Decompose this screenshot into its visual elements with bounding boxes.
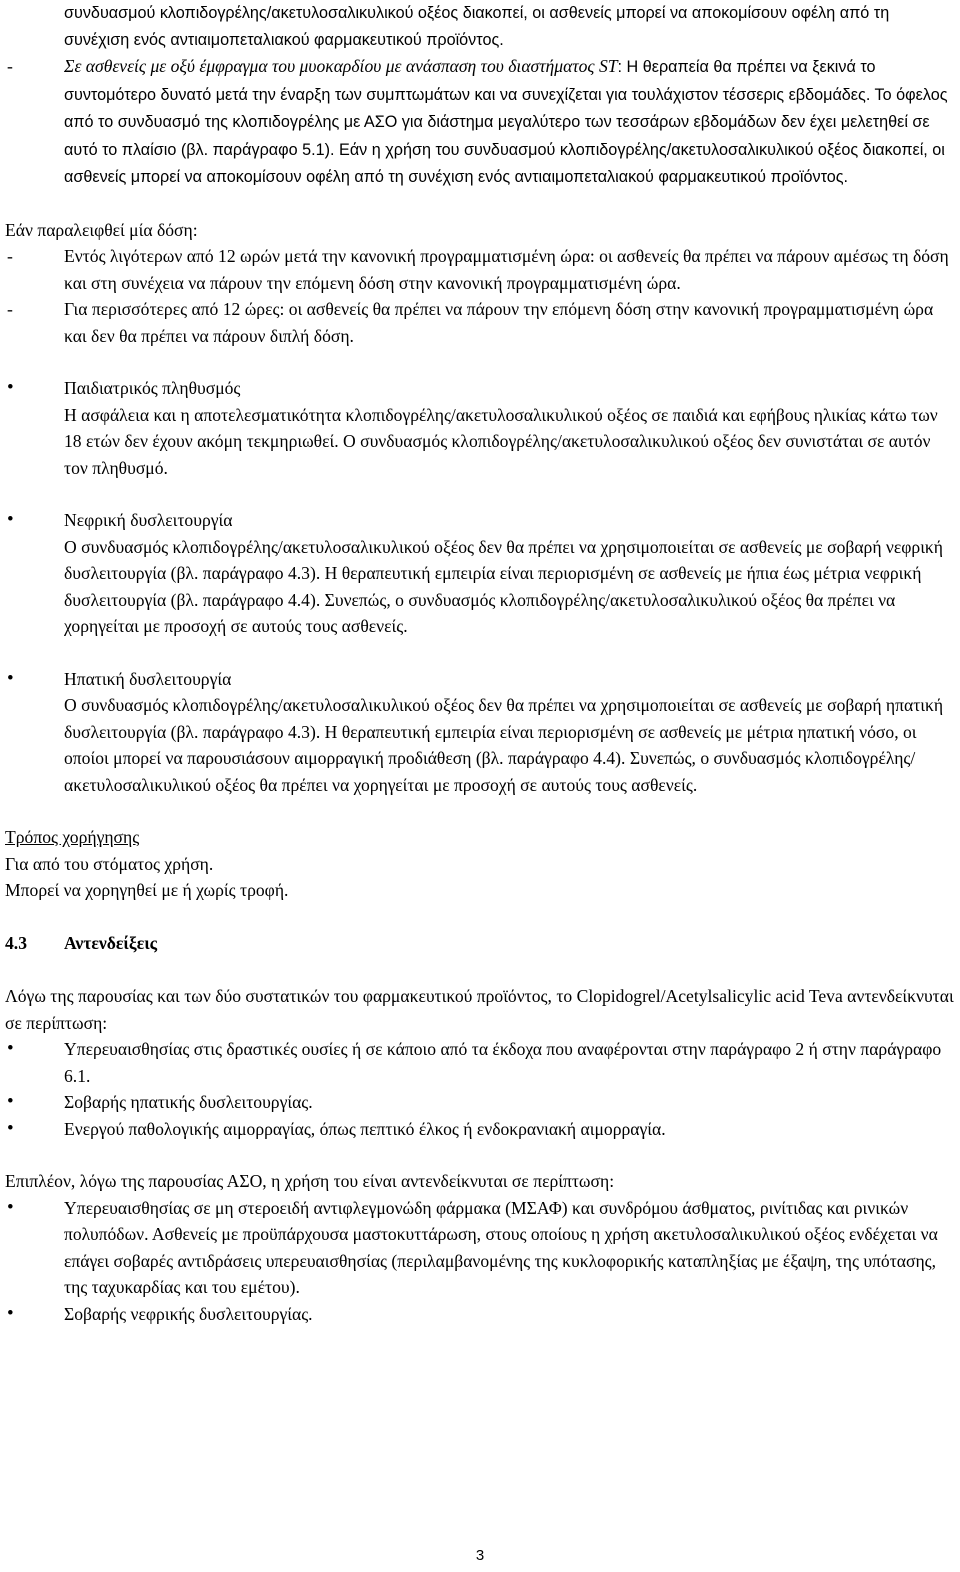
section-heading xyxy=(5,930,957,957)
missed-dose-item-2: - Για περισσότερες από 12 ώρες: οι ασθενείς θα πρέπει να πάρουν την επόμενη δόση στην κανονική προγραμματισμένη ώρα και δεν θα πρέπει να πάρουν διπλή δόση. xyxy=(5,296,957,349)
aso-intro: Επιπλέον, λόγω της παρουσίας ΑΣΟ, η χρήση του είναι αντενδείκνυται σε περίπτωση: xyxy=(5,1171,615,1191)
hepatic-title: • Ηπατική δυσλειτουργία xyxy=(64,668,232,689)
renal-text: Ο συνδυασμός κλοπιδογρέλης/ακετυλοσαλικυλικού οξέος δεν θα πρέπει να χρησιμοποιείται σε ασθενείς με σοβαρή νεφρική δυσλειτουργία (βλ. παράγραφο 4.3). Η θεραπευτική εμπειρία είναι περιορισμένη σε ασθενείς με ήπια έως μέτρια νεφρική δυσλειτουργία (βλ. παράγραφο 4.4). Συνεπώς, ο συνδυασμός κλοπιδογρέλης/ακετυλοσαλικυλικού οξέος θα πρέπει να χορηγείται με προσοχή σε αυτούς τους ασθενείς. xyxy=(64,536,943,636)
contra-intro: Λόγω της παρουσίας και των δύο συστατικών του φαρμακευτικού προϊόντος, το Clopidogrel/Acetylsalicylic acid Teva αντενδείκνυται σε περίπτωση: xyxy=(5,986,954,1033)
page-number: 3 xyxy=(475,1547,485,1564)
missed-dose-heading: Εάν παραλειφθεί μία δόση: xyxy=(5,219,198,240)
intro-paragraph: συνδυασμού κλοπιδογρέλης/ακετυλοσαλικυλικού οξέος διακοπεί, οι ασθενείς μπορεί να αποκομίσουν οφέλη από τη συνέχιση ενός αντιαιμοπεταλιακού φαρμακευτικού προϊόντος. xyxy=(64,4,890,49)
pediatric-title: • Παιδιατρικός πληθυσμός xyxy=(64,378,241,398)
contra-item-3: • Ενεργού παθολογικής αιμορραγίας, όπως πεπτικό έλκος ή ενδοκρανιακή αιμορραγία. xyxy=(5,1116,957,1143)
hepatic-text: Ο συνδυασμός κλοπιδογρέλης/ακετυλοσαλικυλικού οξέος δεν θα πρέπει να χρησιμοποιείται σε ασθενείς με σοβαρή ηπατική δυσλειτουργία (βλ. παράγραφο 4.3). Η θεραπευτική εμπειρία είναι περιορισμένη σε ασθενείς με μέτρια ηπατική νόσο, οι οποίοι μπορεί να παρουσιάσουν αιμορραγική προδιάθεση (βλ. παράγραφο 4.4). Συνεπώς, ο συνδυασμός κλοπιδογρέλης/ακετυλοσαλικυλικού οξέος θα πρέπει να χορηγείται με προσοχή σε αυτούς τους ασθενείς. xyxy=(64,695,944,795)
contra-item-2: • Σοβαρής ηπατικής δυσλειτουργίας. xyxy=(5,1089,957,1116)
aso-item-1: • Υπερευαισθησίας σε μη στεροειδή αντιφλεγμονώδη φάρμακα (ΜΣΑΦ) και συνδρόμου άσθματος, ρινίτιδας και ρινικών πολυπόδων. Ασθενείς με προϋπάρχουσα μαστοκυττάρωση, στους οποίους η χρήση ακετυλοσαλικυλικού οξέος ενδέχεται να επάγει σοβαρές αντιδράσεις υπερευαισθησίας (περιλαμβανομένης της κυκλοφορικής καταπληξίας με έξαψη, της υπότασης, της ταχυκαρδίας και του εμέτου). xyxy=(5,1195,957,1301)
section-number: 4.3 xyxy=(5,932,27,953)
hepatic-bullet xyxy=(5,666,957,799)
section-title: Αντενδείξεις xyxy=(64,932,158,953)
pediatric-text: Η ασφάλεια και η αποτελεσματικότητα κλοπιδογρέλης/ακετυλοσαλικυλικού οξέος σε παιδιά και εφήβους ηλικίας κάτω των 18 ετών δεν έχουν ακόμη τεκμηριωθεί. Ο συνδυασμός κλοπιδογρέλης/ακετυλοσαλικυλικού οξέος δεν συνιστάται σε αυτόν τον πληθυσμό. xyxy=(64,404,938,478)
missed-dose-item-1: - Εντός λιγότερων από 12 ωρών μετά την κανονική προγραμματισμένη ώρα: οι ασθενείς θα πρέπει να πάρουν αμέσως τη δόση και στη συνέχεια να πάρουν την επόμενη δόση στην κανονική προγραμματισμένη ώρα. xyxy=(5,243,957,296)
aso-item-2: • Σοβαρής νεφρικής δυσλειτουργίας. xyxy=(5,1301,957,1328)
stemi-dash-item xyxy=(5,53,957,191)
stemi-text: : Η θεραπεία θα πρέπει να ξεκινά το συντομότερο δυνατό μετά την έναρξη των συμπτωμάτων και να συνεχίζεται για τουλάχιστον τέσσερις εβδομάδες. Το όφελος από το συνδυασμό της κλοπιδογρέλης με ΑΣΟ για διάστημα μεγαλύτερο των τεσσάρων εβδομάδων δεν έχει μελετηθεί σε αυτό το πλαίσιο (βλ. παράγραφο 5.1). Εάν η χρήση του συνδυασμού κλοπιδογρέλης/ακετυλοσαλικυλικού οξέος διακοπεί, οι ασθενείς μπορεί να αποκομίσουν οφέλη από τη συνέχιση ενός αντιαιμοπεταλιακού φαρμακευτικού προϊόντος. xyxy=(64,58,948,186)
contra-item-1: • Υπερευαισθησίας στις δραστικές ουσίες ή σε κάποιο από τα έκδοχα που αναφέρονται στην παράγραφο 2 ή στην παράγραφο 6.1. xyxy=(5,1036,957,1089)
document-page xyxy=(5,0,957,1327)
administration-line-2: Μπορεί να χορηγηθεί με ή χωρίς τροφή. xyxy=(5,880,289,900)
administration-line-1: Για από του στόματος χρήση. xyxy=(5,853,214,874)
pediatric-bullet xyxy=(5,375,957,481)
stemi-italic-text: Σε ασθενείς με οξύ έμφραγμα του μυοκαρδίου με ανάσπαση του διαστήματος ST xyxy=(64,56,618,76)
renal-title: • Νεφρική δυσλειτουργία xyxy=(64,510,233,530)
renal-bullet xyxy=(5,507,957,640)
administration-title: Τρόπος χορήγησης xyxy=(5,827,140,847)
